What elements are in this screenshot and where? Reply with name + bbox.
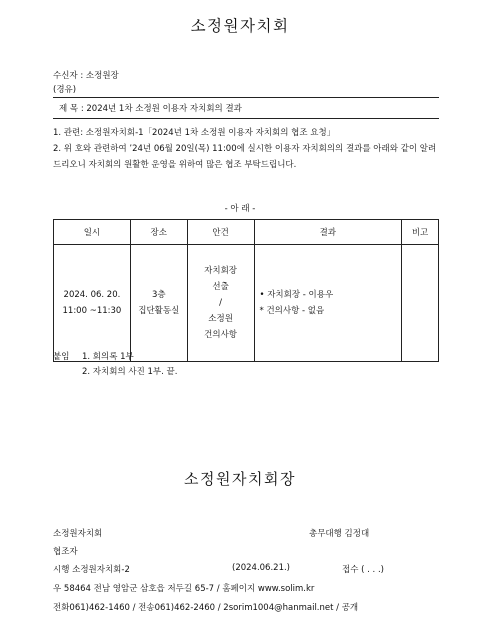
cell-datetime <box>54 245 131 362</box>
result-line: • 자치회장 - 이용우 <box>259 290 334 300</box>
datetime-date: 2024. 06. 20. <box>63 290 121 300</box>
cell-result <box>254 245 402 362</box>
below-label: - 아 래 - <box>224 204 256 214</box>
attachment-item: 2. 자치회의 사진 1부. 끝. <box>82 367 178 377</box>
header-agenda: 안건 <box>187 220 254 245</box>
via-line: (경유) <box>53 85 77 95</box>
divider-bottom <box>53 118 439 119</box>
agenda-line: 소정원 <box>208 314 233 324</box>
header-note: 비고 <box>402 220 439 245</box>
table-header-row <box>54 220 439 245</box>
divider-top <box>53 97 439 98</box>
document-title: 소정원자치회 <box>190 17 290 35</box>
footer-doc-number: 시행 소정원자치회-2 <box>53 565 130 575</box>
agenda-line: 선출 <box>212 282 229 292</box>
place-floor: 3층 <box>151 290 166 300</box>
agenda-line: / <box>219 298 223 308</box>
footer-org: 소정원자치회 <box>53 529 103 539</box>
footer-date: (2024.06.21.) <box>232 563 291 573</box>
footer-address: 우 58464 전남 영암군 삼호읍 저두길 65-7 / 홈페이지 www.solim.kr <box>53 584 315 594</box>
agenda-line: 자치회장 <box>204 266 238 276</box>
header-result: 결과 <box>254 220 402 245</box>
schedule-table <box>53 219 439 362</box>
footer-cooperator: 협조자 <box>53 547 78 557</box>
agenda-line: 건의사항 <box>204 330 238 340</box>
datetime-time: 11:00 ~11:30 <box>62 306 122 316</box>
result-line: * 건의사항 - 없음 <box>259 306 325 316</box>
paragraph-1: 1. 관련: 소정원자치회-1「2024년 1차 소정원 이용자 자치회의 협조 요청」 <box>53 128 336 138</box>
sender-name: 소정원자치회장 <box>184 470 296 488</box>
header-place: 장소 <box>130 220 187 245</box>
place-room: 집단활동실 <box>138 306 180 316</box>
cell-note <box>402 245 439 362</box>
attachment-item: 1. 회의록 1부 <box>82 352 134 362</box>
footer-receipt: 접수 ( . . .) <box>342 565 384 575</box>
subject-line: 제 목 : 2024년 1차 소정원 이용자 자치회의 결과 <box>59 104 242 114</box>
footer-contact: 전화061)462-1460 / 전송061)462-2460 / 2sorim1004@hanmail.net / 공개 <box>53 603 359 613</box>
header-datetime: 일시 <box>54 220 131 245</box>
cell-place <box>130 245 187 362</box>
attachments-label: 붙임 <box>53 352 70 362</box>
table-row <box>54 245 439 362</box>
footer-signer: 총무대행 김정대 <box>309 529 370 539</box>
paragraph-2: 2. 위 호와 관련하여 ’24년 06월 20일(목) 11:00에 실시한 이용자 자치회의의 결과를 아래와 같이 알려드리오니 자치회의 원활한 운영을 위하여 많은 협조 부탁드립니다. <box>53 144 437 170</box>
recipient-line: 수신자 : 소정원장 <box>53 71 119 81</box>
cell-agenda <box>187 245 254 362</box>
